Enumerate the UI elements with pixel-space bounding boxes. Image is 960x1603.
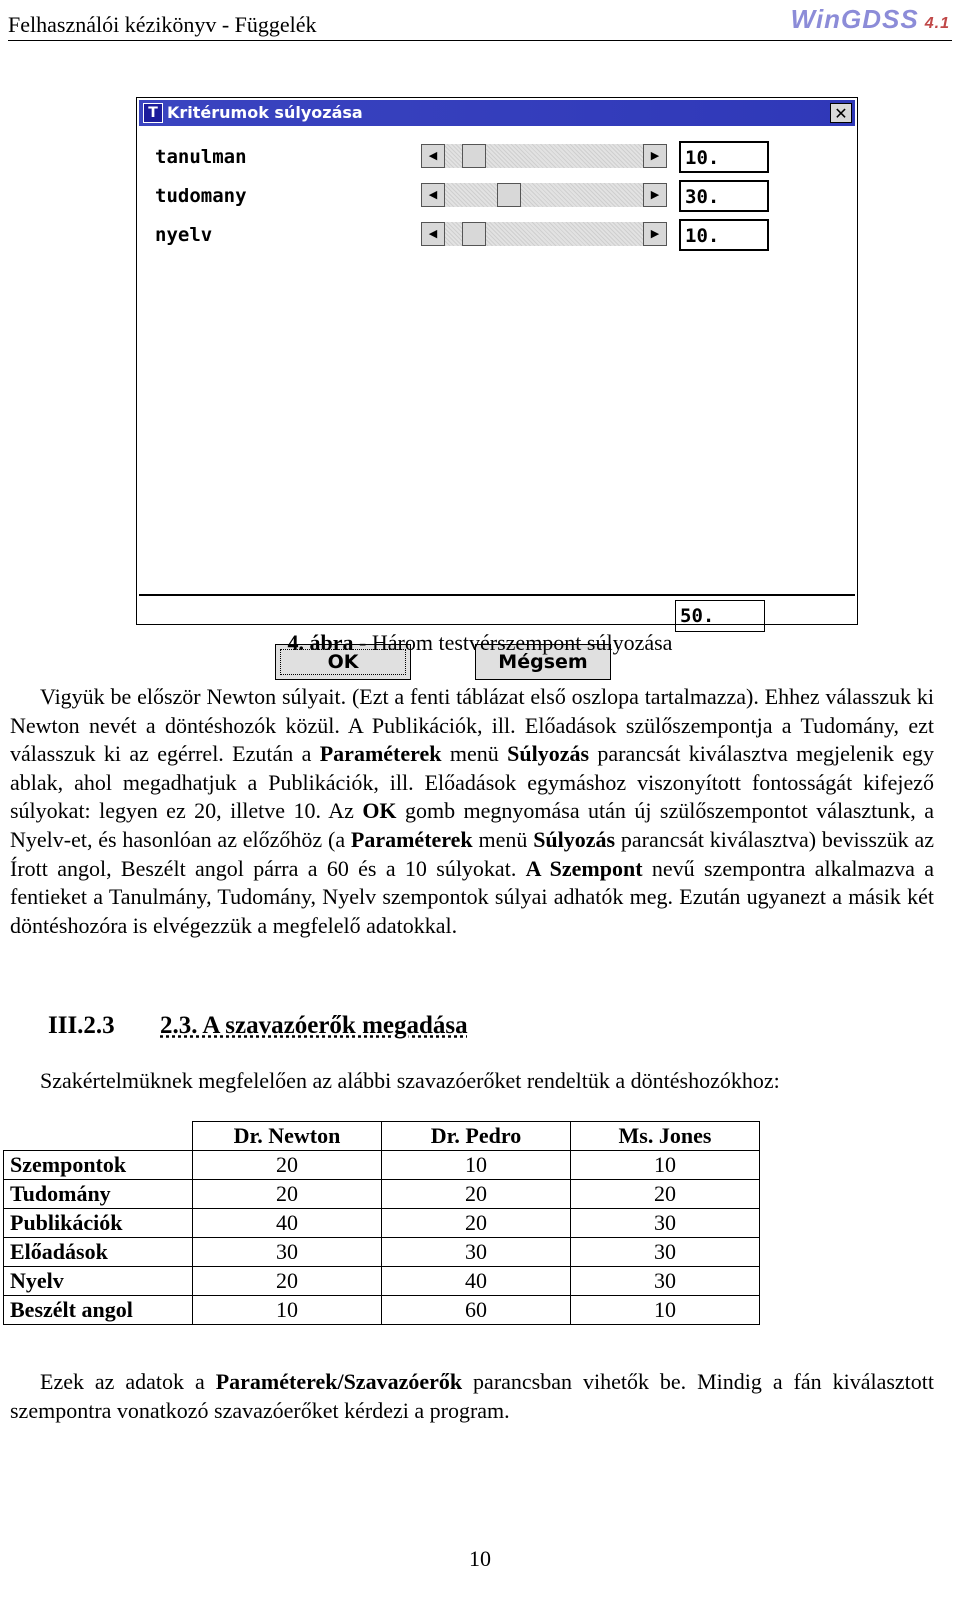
section-title: 2.3. A szavazóerők megadása (160, 1012, 468, 1039)
row-label: Szempontok (4, 1151, 193, 1180)
text-run: gomb megnyomása után új szülőszempontot választunk, a Nyelv-et, és hasonlóan az előzőhöz (a (10, 798, 934, 852)
figure-caption-text: - Három testvérszempont súlyozása (353, 630, 673, 655)
text-run: parancsát kiválasztva megjelenik egy ablak, ahol megadhatjuk a Publikációk, ill. Előadások egymáshoz viszonyított fontosságát kifejező súlyokat: legyen ez 20, illetve 10. Az (10, 741, 934, 824)
bold-term: Súlyozás (507, 741, 590, 767)
body-paragraph (10, 683, 934, 940)
bold-term: OK (362, 798, 397, 824)
text-run: nevű szempontra alkalmazva a fentieket a Tanulmány, Tudomány, Nyelv szempontok súlyai adhatók meg. Ezután ugyanezt a másik két döntéshozóra is elvégezzük a megfelelő adatokkal. (10, 855, 934, 938)
row-label: Beszélt angol (4, 1296, 193, 1325)
column-header: Ms. Jones (571, 1122, 760, 1151)
table-cell: 30 (571, 1267, 760, 1296)
logo-text: WinGDSS (790, 4, 919, 34)
table-row (4, 1151, 760, 1180)
table-row (4, 1267, 760, 1296)
table-cell: 10 (193, 1296, 382, 1325)
section-number: III.2.3 (48, 1012, 115, 1039)
app-icon: T (143, 103, 163, 123)
criterion-label-nyelv: nyelv (155, 224, 213, 246)
figure-number: 4. ábra (287, 630, 354, 655)
scroll-thumb[interactable] (497, 183, 521, 207)
figure-caption (0, 630, 960, 656)
dialog-client-area (139, 128, 855, 596)
dialog-title: Kritérumok súlyozása (167, 103, 363, 122)
table-cell: 30 (571, 1238, 760, 1267)
table-cell: 10 (382, 1151, 571, 1180)
weight-field-tudomany[interactable]: 30. (679, 180, 769, 212)
scrollbar-nyelv[interactable] (421, 222, 667, 248)
row-label: Tudomány (4, 1180, 193, 1209)
bold-term: A Szempont (525, 855, 643, 881)
table-cell: 40 (193, 1209, 382, 1238)
scroll-track[interactable] (445, 183, 643, 207)
weight-field-tanulman[interactable]: 10. (679, 141, 769, 173)
scrollbar-tanulman[interactable] (421, 144, 667, 170)
table-cell: 20 (382, 1180, 571, 1209)
scroll-left-arrow-icon[interactable]: ◀ (421, 183, 445, 207)
close-button[interactable]: ✕ (830, 103, 852, 123)
table-cell: 30 (193, 1238, 382, 1267)
bold-term: Paraméterek (350, 826, 473, 852)
wingdss-logo (791, 4, 950, 35)
scrollbar-tudomany[interactable] (421, 183, 667, 209)
scroll-right-arrow-icon[interactable]: ▶ (643, 183, 667, 207)
table-cell: 60 (382, 1296, 571, 1325)
criterion-label-tudomany: tudomany (155, 185, 247, 207)
table-cell: 10 (571, 1151, 760, 1180)
table-cell: 20 (382, 1209, 571, 1238)
scroll-right-arrow-icon[interactable]: ▶ (643, 144, 667, 168)
table-cell: 10 (571, 1296, 760, 1325)
table-cell: 20 (193, 1180, 382, 1209)
text-run: menü (441, 741, 508, 767)
scroll-track[interactable] (445, 144, 643, 168)
row-label: Előadások (4, 1238, 193, 1267)
table-cell: 20 (571, 1180, 760, 1209)
table-intro: Szakértelmüknek megfelelően az alábbi szavazóerőket rendeltük a döntéshozókhoz: (40, 1068, 780, 1093)
table-row (4, 1209, 760, 1238)
running-header-title: Felhasználói kézikönyv - Függelék (8, 12, 317, 37)
text-run: parancsban vihetők be. Mindig a fán kiválasztott szempontra vonatkozó szavazóerőket kérdezi a program. (10, 1369, 935, 1423)
scroll-left-arrow-icon[interactable]: ◀ (421, 222, 445, 246)
row-label: Nyelv (4, 1267, 193, 1296)
total-weight-field: 50. (675, 600, 765, 632)
table-cell: 20 (193, 1151, 382, 1180)
column-header: Dr. Pedro (382, 1122, 571, 1151)
column-header: Dr. Newton (193, 1122, 382, 1151)
page-number: 10 (469, 1546, 491, 1571)
row-label: Publikációk (4, 1209, 193, 1238)
table-cell: 30 (571, 1209, 760, 1238)
table-cell: 20 (193, 1267, 382, 1296)
table-row (4, 1296, 760, 1325)
scroll-left-arrow-icon[interactable]: ◀ (421, 144, 445, 168)
text-run: menü (472, 826, 534, 852)
weight-field-nyelv[interactable]: 10. (679, 219, 769, 251)
bold-term: Súlyozás (533, 826, 616, 852)
cancel-button[interactable]: Mégsem (475, 644, 611, 680)
dialog-titlebar (139, 100, 855, 126)
voting-power-table (3, 1121, 760, 1325)
table-header-row (4, 1122, 760, 1151)
text-run: parancsát kiválasztva) bevisszük az Írott angol, Beszélt angol párra a 60 és a 10 súlyokat. (10, 826, 934, 881)
bold-term: Paraméterek/Szavazóerők (215, 1369, 463, 1394)
criterion-label-tanulman: tanulman (155, 146, 247, 168)
text-run: Vigyük be először Newton súlyait. (Ezt a fenti táblázat első oszlopa tartalmazza). Ehhez válasszuk ki Newton nevét a döntéshozók közül. A Publikációk, ill. Előadások szülőszempontja a Tudomány, ezt válasszuk ki az egérrel. Ezután a (10, 684, 934, 767)
table-cell: 30 (382, 1238, 571, 1267)
ok-button[interactable]: OK (275, 644, 411, 680)
header-rule (8, 40, 952, 41)
text-run: Ezek az adatok a (40, 1369, 216, 1394)
scroll-track[interactable] (445, 222, 643, 246)
section-heading (48, 1012, 468, 1040)
closing-paragraph (10, 1368, 934, 1425)
bold-term: Paraméterek (319, 741, 442, 767)
table-cell: 40 (382, 1267, 571, 1296)
logo-version: 4.1 (924, 15, 950, 32)
table-corner (4, 1122, 193, 1151)
table-row (4, 1238, 760, 1267)
scroll-right-arrow-icon[interactable]: ▶ (643, 222, 667, 246)
scroll-thumb[interactable] (462, 222, 486, 246)
scroll-thumb[interactable] (462, 144, 486, 168)
table-row (4, 1180, 760, 1209)
